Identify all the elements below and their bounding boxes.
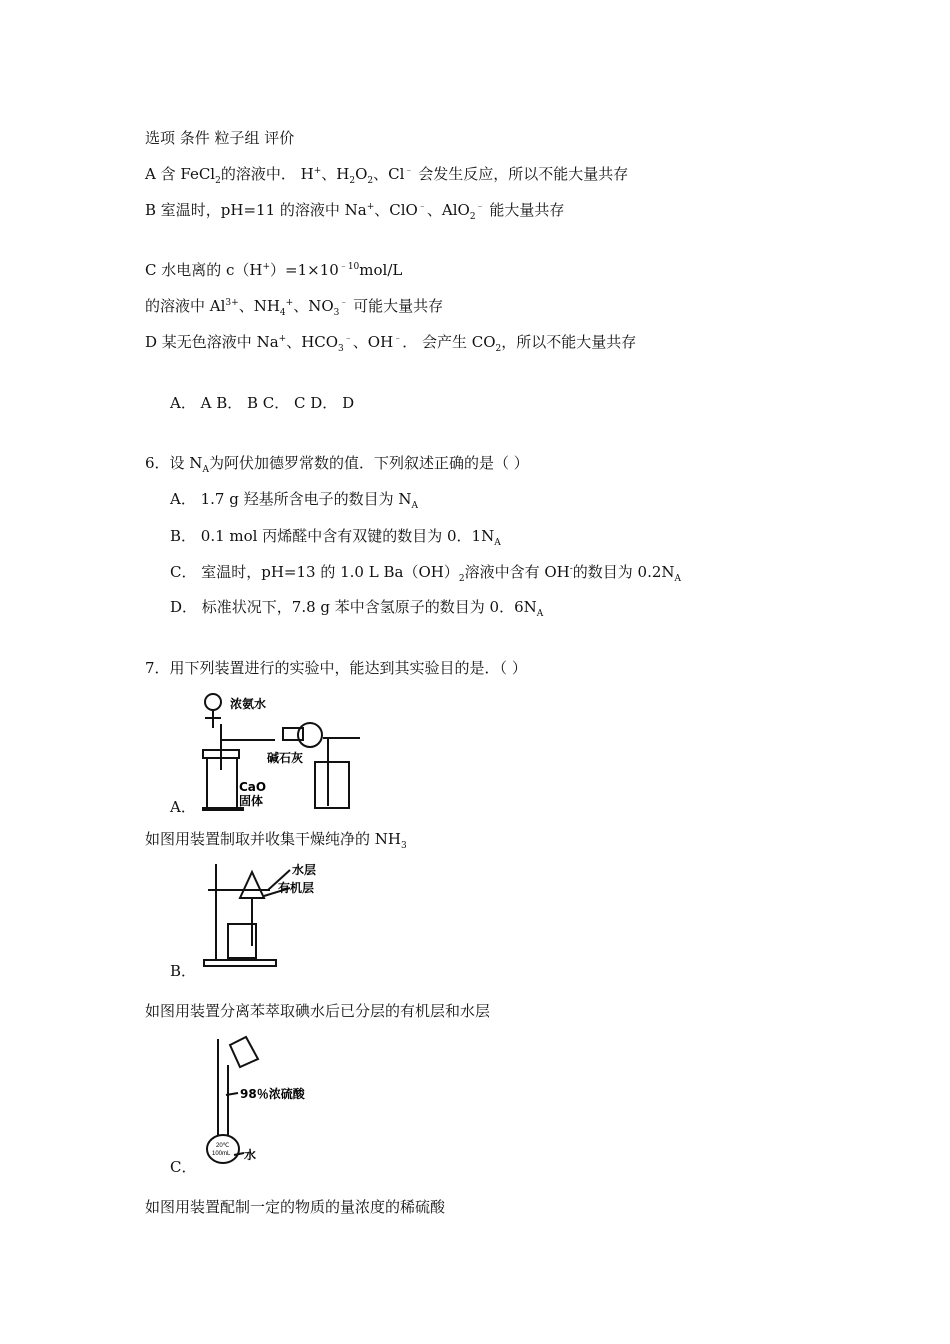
- q6-stem: 6．设 $N_A$为阿伏加德罗常数的值．下列叙述正确的是（ ）: [145, 454, 529, 475]
- q7-option-a-desc: 如图用装置制取并收集干燥纯净的 $NH_3$: [145, 830, 407, 851]
- fig-a-label-solid: 固体: [239, 794, 264, 808]
- apparatus-c-figure: [200, 1035, 330, 1170]
- fig-b-label-organic-layer: 有机层: [278, 881, 315, 895]
- q6-option-b: B． 0.1 mol 丙烯醛中含有双键的数目为 0．$1N_A$: [170, 527, 501, 548]
- q7-stem: 7．用下列装置进行的实验中，能达到其实验目的是．（ ）: [145, 659, 527, 677]
- fig-b-label-water-layer: 水层: [292, 863, 317, 877]
- apparatus-b-figure: [200, 862, 330, 970]
- fig-a-label-sodalime: 碱石灰: [267, 751, 304, 765]
- row-d: D 某无色溶液中 Na+、$HCO_3^﹣$、OH﹣． 会产生 $CO_2$，所以不能大量共存: [145, 333, 637, 354]
- q7-option-b-label: B．: [170, 962, 197, 980]
- fig-c-label-acid: 98％浓硫酸: [240, 1087, 305, 1101]
- fig-c-label-temp: 20℃: [216, 1143, 230, 1149]
- q7-option-b-desc: 如图用装置分离苯萃取碘水后已分层的有机层和水层: [145, 1002, 491, 1020]
- apparatus-a-figure: [195, 688, 365, 813]
- row-b: B 室温时，pH=11 的溶液中 Na+、ClO﹣、AlO$_2$﹣ 能大量共存: [145, 201, 565, 222]
- fig-c-label-water: 水: [244, 1148, 257, 1162]
- fig-a-label-ammonia: 浓氨水: [230, 697, 267, 711]
- q7-option-a-label: A．: [170, 798, 196, 816]
- fig-a-label-cao: CaO: [239, 780, 267, 794]
- q6-option-c: C． 室温时，pH=13 的 1.0 L $Ba(OH)_2$溶液中含有 OH-的数目为 $0.2N_A$: [170, 563, 682, 584]
- row-c-line2: 的溶液中 $Al^{3+}$、$NH_4^+$、$NO_3^﹣$ 可能大量共存: [145, 297, 444, 318]
- q6-option-d: D． 标准状况下，7.8 g 苯中含氢原子的数目为 0．$6N_A$: [170, 598, 544, 619]
- q5-options: A． A B． B C． C D． D: [170, 394, 355, 412]
- q7-option-c-label: C．: [170, 1158, 197, 1176]
- fig-c-label-volume: 100mL: [212, 1151, 231, 1157]
- table-header: 选项 条件 粒子组 评价: [145, 129, 295, 147]
- q7-option-c-desc: 如图用装置配制一定的物质的量浓度的稀硫酸: [145, 1198, 446, 1216]
- row-c-line1: C 水电离的 $c(H^+)=1\times 10^{﹣10}mol/L$: [145, 261, 403, 279]
- q6-option-a: A． 1.7 g 羟基所含电子的数目为 $N_A$: [170, 490, 418, 511]
- row-a: A 含 FeCl$_2$的溶液中． H+、$H_2O_2$、Cl﹣ 会发生反应，所以不能大量共存: [145, 165, 629, 186]
